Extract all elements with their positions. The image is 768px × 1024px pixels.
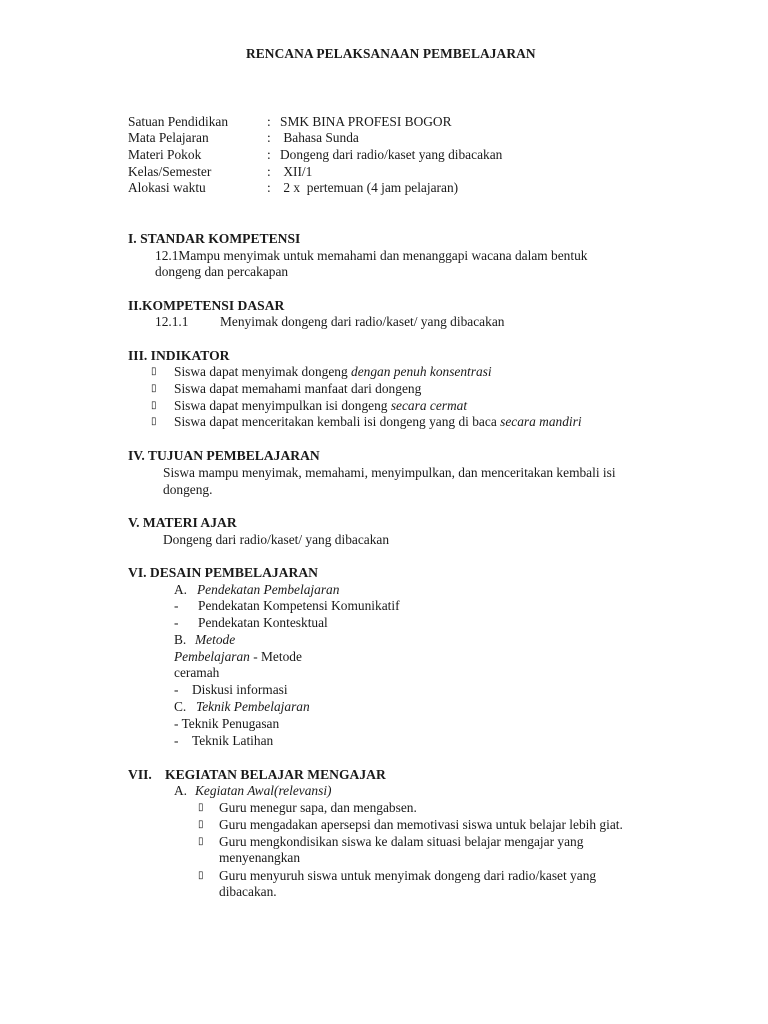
sk-text-line: dongeng dan percakapan xyxy=(155,264,289,279)
tujuan-text-line: Siswa mampu menyimak, memahami, menyimpulkan, dan menceritakan kembali isi xyxy=(163,465,616,480)
identity-label: Kelas/Semester xyxy=(128,164,212,179)
desain-a-letter: A. xyxy=(174,582,188,597)
sk-text-line: 12.1Mampu menyimak untuk memahami dan menanggapi wacana dalam bentuk xyxy=(155,248,588,263)
desain-c-title: Teknik Pembelajaran xyxy=(196,699,310,714)
identity-separator: : xyxy=(267,147,271,162)
bullet-icon: ▯ xyxy=(198,836,204,847)
kegiatan-a-letter: A. xyxy=(174,783,188,798)
identity-separator: : xyxy=(267,180,271,195)
identity-separator: : xyxy=(267,164,271,179)
list-item: Pendekatan Kontesktual xyxy=(198,615,328,630)
identity-value: Dongeng dari radio/kaset yang dibacakan xyxy=(280,147,503,162)
list-item: Guru mengadakan apersepsi dan memotivasi siswa untuk belajar lebih giat. xyxy=(219,817,623,832)
identity-value: XII/1 xyxy=(280,164,313,179)
list-item: Guru menegur sapa, dan mengabsen. xyxy=(219,800,417,815)
section-heading-materi: V. MATERI AJAR xyxy=(128,515,237,530)
list-item-cont: dibacakan. xyxy=(219,884,277,899)
bullet-icon: ▯ xyxy=(151,366,157,377)
list-item: - Teknik Penugasan xyxy=(174,716,280,731)
materi-text: Dongeng dari radio/kaset/ yang dibacakan xyxy=(163,532,390,547)
identity-value: Bahasa Sunda xyxy=(280,130,359,145)
identity-value: 2 x pertemuan (4 jam pelajaran) xyxy=(280,180,459,195)
section-heading-desain: VI. DESAIN PEMBELAJARAN xyxy=(128,565,318,580)
list-item-text: Siswa dapat memahami manfaat dari dongeng xyxy=(174,381,422,396)
bullet-icon: ▯ xyxy=(198,802,204,813)
list-item: Guru menyuruh siswa untuk menyimak dongeng dari radio/kaset yang xyxy=(219,868,597,883)
dash-marker: - xyxy=(174,733,179,748)
desain-b-cont: ceramah xyxy=(174,665,220,680)
kegiatan-a-title: Kegiatan Awal(relevansi) xyxy=(195,783,332,798)
section-heading-kegiatan: KEGIATAN BELAJAR MENGAJAR xyxy=(165,767,386,782)
identity-label: Materi Pokok xyxy=(128,147,202,162)
identity-label: Satuan Pendidikan xyxy=(128,114,229,129)
desain-c-letter: C. xyxy=(174,699,187,714)
list-item-cont: menyenangkan xyxy=(219,850,301,865)
list-item: Teknik Latihan xyxy=(192,733,274,748)
desain-b-rest: - Metode xyxy=(249,649,302,664)
bullet-icon: ▯ xyxy=(198,870,204,881)
desain-b-title-cont: Pembelajaran xyxy=(174,649,250,664)
tujuan-text-line: dongeng. xyxy=(163,482,213,497)
kd-number: 12.1.1 xyxy=(155,314,189,329)
identity-label: Mata Pelajaran xyxy=(128,130,209,145)
list-item-text: Siswa dapat menceritakan kembali isi dongeng yang di baca xyxy=(174,414,501,429)
list-item-emphasis: dengan penuh konsentrasi xyxy=(351,364,492,379)
dash-marker: - xyxy=(174,598,179,613)
identity-value: SMK BINA PROFESI BOGOR xyxy=(280,114,452,129)
desain-b-title: Metode xyxy=(195,632,236,647)
dash-marker: - xyxy=(174,682,179,697)
list-item xyxy=(174,363,492,380)
list-item: Guru mengkondisikan siswa ke dalam situasi belajar mengajar yang xyxy=(219,834,584,849)
section-heading-tujuan: IV. TUJUAN PEMBELAJARAN xyxy=(128,448,320,463)
desain-b-letter: B. xyxy=(174,632,187,647)
list-item xyxy=(174,380,421,397)
list-item-text: Siswa dapat menyimak dongeng xyxy=(174,364,352,379)
bullet-icon: ▯ xyxy=(151,400,157,411)
list-item-text: Siswa dapat menyimpulkan isi dongeng xyxy=(174,398,391,413)
section-heading-kegiatan-num: VII. xyxy=(128,767,152,782)
list-item-emphasis: secara cermat xyxy=(390,398,468,413)
list-item: Pendekatan Kompetensi Komunikatif xyxy=(198,598,400,613)
bullet-icon: ▯ xyxy=(151,383,157,394)
list-item: Diskusi informasi xyxy=(192,682,288,697)
identity-separator: : xyxy=(267,114,271,129)
section-heading-sk: I. STANDAR KOMPETENSI xyxy=(128,231,301,246)
desain-a-title: Pendekatan Pembelajaran xyxy=(197,582,340,597)
desain-b-line xyxy=(174,648,302,665)
bullet-icon: ▯ xyxy=(198,819,204,830)
identity-label: Alokasi waktu xyxy=(128,180,206,195)
list-item-emphasis: secara mandiri xyxy=(500,414,582,429)
identity-separator: : xyxy=(267,130,271,145)
section-heading-indikator: III. INDIKATOR xyxy=(128,348,230,363)
list-item xyxy=(174,397,467,414)
list-item xyxy=(174,413,582,430)
bullet-icon: ▯ xyxy=(151,416,157,427)
dash-marker: - xyxy=(174,615,179,630)
section-heading-kd: II.KOMPETENSI DASAR xyxy=(128,298,285,313)
kd-text: Menyimak dongeng dari radio/kaset/ yang dibacakan xyxy=(220,314,505,329)
document-title: RENCANA PELAKSANAAN PEMBELAJARAN xyxy=(246,46,536,61)
